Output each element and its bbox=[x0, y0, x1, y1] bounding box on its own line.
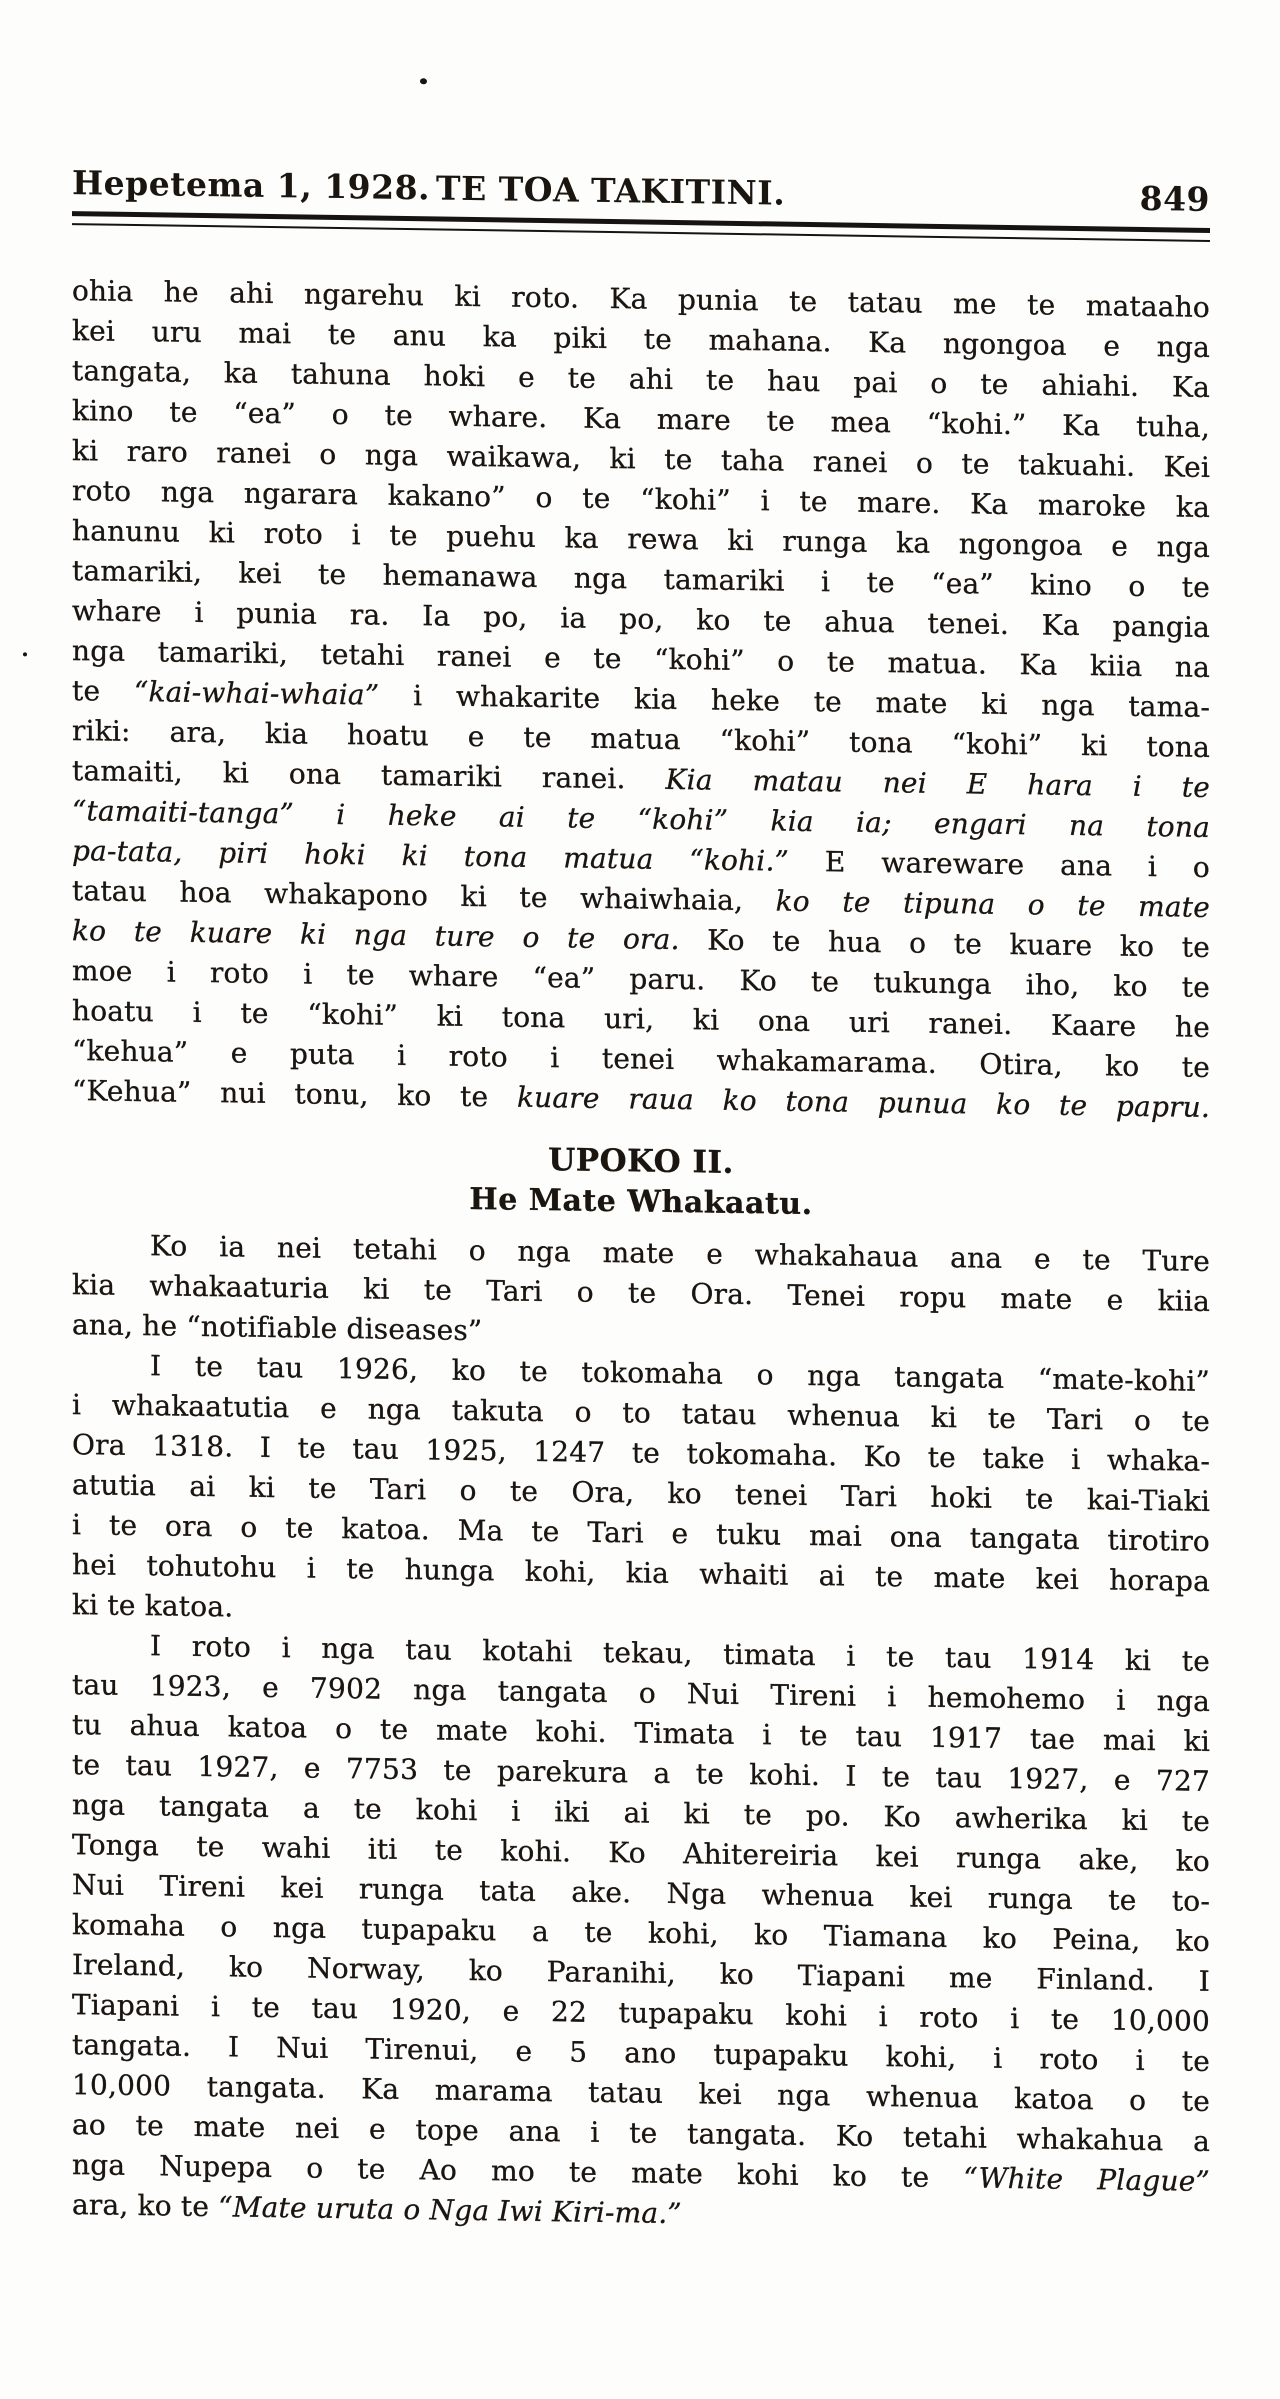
text-line: kino te “ea” o te whare. Ka mare te mea “kohi.” Ka tuha, bbox=[72, 394, 1210, 444]
text-line: riki: ara, kia hoatu e te matua “kohi” tona “kohi” ki tona bbox=[72, 714, 1210, 764]
text-line: ana, he “notifiable diseases” bbox=[72, 1308, 483, 1348]
page-number: 849 bbox=[1139, 178, 1210, 219]
ink-speck bbox=[23, 652, 27, 656]
text-line: hanunu ki roto i te puehu ka rewa ki runga ka ngongoa e nga bbox=[72, 514, 1210, 564]
text-line: ao te mate nei e tope ana i te tangata. Ko tetahi whakahua a bbox=[72, 2108, 1210, 2158]
text-line: nga Nupepa o te Ao mo te mate kohi ko te “White Plague” bbox=[72, 2148, 1210, 2198]
paragraph bbox=[72, 1625, 1210, 2242]
chapter-heading: UPOKO II. bbox=[548, 1142, 734, 1181]
paragraph bbox=[72, 271, 1210, 1128]
text-line: moe i roto i te whare “ea” paru. Ko te tukunga iho, ko te bbox=[72, 954, 1210, 1004]
text-line: “Kehua” nui tonu, ko te kuare raua ko tona punua ko te papru. bbox=[72, 1074, 1210, 1124]
journal-title: TE TOA TAKITINI. bbox=[436, 168, 786, 213]
text-line: i whakaatutia e nga takuta o to tatau whenua ki te Tari o te bbox=[72, 1388, 1210, 1438]
text-line: hoatu i te “kohi” ki tona uri, ki ona uri ranei. Kaare he bbox=[72, 994, 1210, 1044]
article-body bbox=[72, 271, 1210, 2242]
page-header bbox=[72, 1, 1210, 218]
text-line: kei uru mai te anu ka piki te mahana. Ka ngongoa e nga bbox=[72, 314, 1210, 364]
chapter-subheading: He Mate Whakaatu. bbox=[469, 1181, 813, 1223]
text-line: roto nga ngarara kakano” o te “kohi” i te mare. Ka maroke ka bbox=[72, 474, 1210, 524]
text-line: nga tangata a te kohi i iki ai ki te po. Ko awherika ki te bbox=[72, 1788, 1210, 1838]
text-line: tamariki, kei te hemanawa nga tamariki i te “ea” kino o te bbox=[72, 554, 1210, 604]
text-line: hei tohutohu i te hunga kohi, kia whaiti ai te mate kei horapa bbox=[72, 1548, 1210, 1598]
text-line: I roto i nga tau kotahi tekau, timata i te tau 1914 ki te bbox=[150, 1629, 1210, 1678]
text-line: Tonga te wahi iti te kohi. Ko Ahitereiria kei runga ake, ko bbox=[72, 1828, 1210, 1878]
text-line: whare i punia ra. Ia po, ia po, ko te ahua tenei. Ka pangia bbox=[72, 594, 1210, 644]
ink-speck bbox=[420, 78, 427, 84]
text-line: atutia ai ki te Tari o te Ora, ko tenei Tari hoki te kai-Tiaki bbox=[72, 1468, 1210, 1518]
text-line: 10,000 tangata. Ka marama tatau kei nga whenua katoa o te bbox=[72, 2068, 1210, 2118]
text-line: i te ora o te katoa. Ma te Tari e tuku mai ona tangata tirotiro bbox=[72, 1508, 1210, 1558]
paragraph bbox=[72, 1225, 1210, 1362]
text-line: “tamaiti-tanga” i heke ai te “kohi” kia ia; engari na tona bbox=[72, 794, 1210, 844]
text-line: “kehua” e puta i roto i tenei whakamarama. Otira, ko te bbox=[72, 1034, 1210, 1084]
text-line: nga tamariki, tetahi ranei e te “kohi” o te matua. Ka kiia na bbox=[72, 634, 1210, 684]
text-line: ara, ko te “Mate uruta o Nga Iwi Kiri-ma.” bbox=[72, 2188, 682, 2231]
paragraph bbox=[72, 1345, 1210, 1642]
text-line: ki raro ranei o nga waikawa, ki te taha ranei o te takuahi. Kei bbox=[72, 434, 1210, 484]
text-line: tatau hoa whakapono ki te whaiwhaia, ko te tipuna o te mate bbox=[72, 874, 1210, 924]
text-line: I te tau 1926, ko te tokomaha o nga tangata “mate-kohi” bbox=[150, 1349, 1210, 1398]
text-column bbox=[72, 1, 1210, 2242]
text-line: tau 1923, e 7902 nga tangata o Nui Tireni i hemohemo i nga bbox=[72, 1668, 1210, 1718]
text-line: te “kai-whai-whaia” i whakarite kia heke te mate ki nga tama- bbox=[72, 674, 1211, 724]
text-line: tangata. I Nui Tirenui, e 5 ano tupapaku kohi, i roto i te bbox=[72, 2028, 1210, 2078]
text-line: te tau 1927, e 7753 te parekura a te kohi. I te tau 1927, e 727 bbox=[72, 1748, 1210, 1798]
text-line: ohia he ahi ngarehu ki roto. Ka punia te tatau me te mataaho bbox=[72, 274, 1210, 324]
text-line: pa-tata, piri hoki ki tona matua “kohi.” E wareware ana i o bbox=[72, 834, 1210, 884]
text-line: ki te katoa. bbox=[72, 1588, 234, 1624]
text-line: Ora 1318. I te tau 1925, 1247 te tokomaha. Ko te take i whaka- bbox=[72, 1428, 1210, 1478]
text-line: tangata, ka tahuna hoki e te ahi te hau pai o te ahiahi. Ka bbox=[72, 354, 1210, 404]
text-line: Ko ia nei tetahi o nga mate e whakahaua ana e te Ture bbox=[150, 1229, 1210, 1278]
text-line: Ireland, ko Norway, ko Paranihi, ko Tiapani me Finland. I bbox=[72, 1948, 1210, 1998]
text-line: tamaiti, ki ona tamariki ranei. Kia matau nei E hara i te bbox=[72, 754, 1210, 804]
text-line: Tiapani i te tau 1920, e 22 tupapaku kohi i roto i te 10,000 bbox=[72, 1988, 1210, 2038]
text-line: Nui Tireni kei runga tata ake. Nga whenua kei runga te to- bbox=[72, 1868, 1210, 1918]
text-line: tu ahua katoa o te mate kohi. Timata i te tau 1917 tae mai ki bbox=[72, 1708, 1210, 1758]
text-line: kia whakaaturia ki te Tari o te Ora. Tenei ropu mate e kiia bbox=[72, 1268, 1210, 1318]
issue-date: Hepetema 1, 1928. bbox=[72, 163, 431, 208]
text-line: komaha o nga tupapaku a te kohi, ko Tiamana ko Peina, ko bbox=[72, 1908, 1210, 1958]
text-line: ko te kuare ki nga ture o te ora. Ko te hua o te kuare ko te bbox=[72, 914, 1210, 964]
